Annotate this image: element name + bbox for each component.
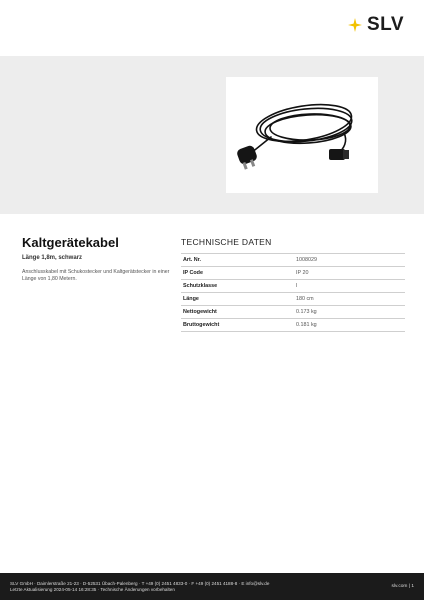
spec-label: Nettogewicht — [181, 306, 294, 319]
table-row — [181, 280, 405, 293]
table-row — [181, 267, 405, 280]
power-cable-image — [226, 77, 378, 193]
spec-value: IP 20 — [294, 267, 405, 280]
sparkle-logo-icon — [347, 17, 363, 33]
table-row — [181, 306, 405, 319]
product-subtitle: Länge 1,8m, schwarz — [22, 255, 83, 261]
footer-update-line: Letzte Aktualisierung 2024-05-14 16:28:35 · Technische Änderungen vorbehalten — [10, 587, 175, 592]
table-row — [181, 293, 405, 306]
iec-connector — [329, 149, 349, 160]
spec-value: 0.181 kg — [294, 319, 405, 332]
brand-logo — [347, 14, 404, 36]
specs-table — [181, 253, 405, 332]
schuko-plug — [236, 144, 258, 169]
table-row — [181, 319, 405, 332]
spec-label: Art. Nr. — [181, 254, 294, 267]
spec-value: 1008029 — [294, 254, 405, 267]
table-row — [181, 254, 405, 267]
page-footer — [0, 573, 424, 600]
spec-value: I — [294, 280, 405, 293]
specs-heading: TECHNISCHE DATEN — [181, 237, 272, 247]
spec-label: Länge — [181, 293, 294, 306]
footer-address-line: SLV GmbH · Daimlerstraße 21-23 · D-52531 Übach-Palenberg · T +49 (0) 2451 4833-0 · F +49 (0) 2451 4188-8 · E info@slv.de — [10, 581, 270, 586]
spec-label: IP Code — [181, 267, 294, 280]
spec-label: Bruttogewicht — [181, 319, 294, 332]
spec-label: Schutzklasse — [181, 280, 294, 293]
product-description: Anschlusskabel mit Schukostecker und Kaltgerätstecker in einer Länge von 1,80 Metern. — [22, 269, 170, 283]
product-photo — [226, 77, 378, 193]
product-title: Kaltgerätekabel — [22, 235, 119, 250]
brand-name: SLV — [366, 14, 404, 35]
footer-address — [10, 581, 330, 593]
footer-page-info[interactable]: slv.com | 1 — [391, 584, 414, 589]
spec-value: 0.173 kg — [294, 306, 405, 319]
spec-value: 180 cm — [294, 293, 405, 306]
